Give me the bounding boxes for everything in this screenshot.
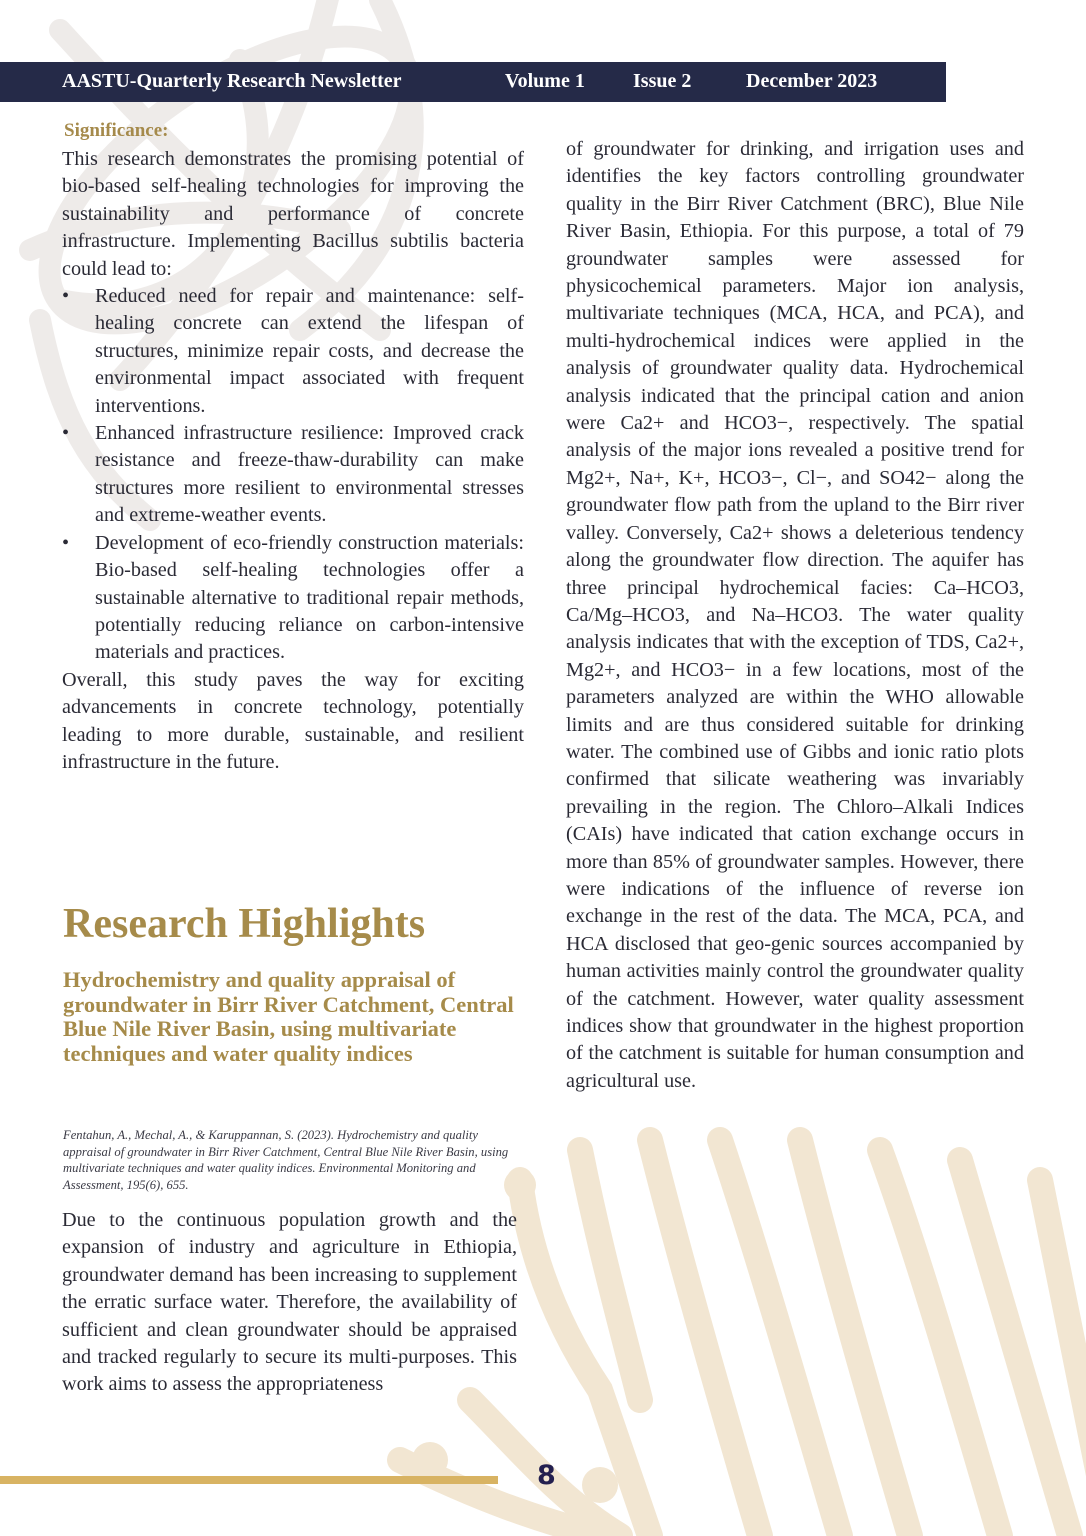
bullet-text: Development of eco-friendly construction materials: Bio-based self-healing technologies offer a sustainable alternative to traditional repair methods, potentially reducing reliance on carbon-intensive materials and practices. [95,531,524,664]
date-label: December 2023 [746,70,878,92]
bullet-item [62,530,524,667]
article-body-left [62,1207,517,1399]
issue-label: Issue 2 [633,70,692,92]
significance-intro: This research demonstrates the promising potential of bio-based self-healing technologies for improving the sustainability and performance of concrete infrastructure. Implementing Bacillus subtilis bacteria could lead to: [62,148,524,280]
bullet-icon: • [62,531,70,554]
volume-label: Volume 1 [505,70,585,92]
bullet-text: Reduced need for repair and maintenance: self-healing concrete can extend the lifespan of structures, minimize repair costs, and decrease the environmental impact associated with frequent interventions. [95,285,524,417]
article-citation: Fentahun, A., Mechal, A., & Karuppannan, S. (2023). Hydrochemistry and quality appraisal of groundwater in Birr River Catchment, Central Blue Nile River Basin, using multivariate techniques and water quality indices. Environmental Monitoring and Assessment, 195(6), 655. [63,1128,509,1192]
significance-heading: Significance: [64,120,169,141]
article-body-left-text: Due to the continuous population growth and the expansion of industry and agriculture in Ethiopia, groundwater demand has been increasing to supplement the erratic surface water. Therefore, the availability of sufficient and clean groundwater should be appraised and tracked regularly to secure its multi-purposes. This work aims to assess the appropriateness [62,1209,517,1396]
bullet-text: Enhanced infrastructure resilience: Improved crack resistance and freeze-thaw-durability can make structures more resilient to environmental stresses and extreme-weather events. [95,422,524,527]
significance-bullet-list [62,283,524,667]
significance-section [62,118,524,776]
article-title: Hydrochemistry and quality appraisal of groundwater in Birr River Catchment, Central Blue Nile River Basin, using multivariate techniques and water quality indices [63,967,514,1066]
newsletter-header-bar [0,62,946,102]
newsletter-title: AASTU-Quarterly Research Newsletter [62,70,402,92]
significance-conclusion: Overall, this study paves the way for exciting advancements in concrete technology, potentially leading to more durable, sustainable, and resilient infrastructure in the future. [62,668,524,773]
page-number: 8 [537,1460,556,1491]
bullet-item [62,420,524,530]
article-body-right [566,136,1024,1095]
research-highlights-heading: Research Highlights [63,901,426,947]
bullet-icon: • [62,422,70,445]
bullet-icon: • [62,285,70,308]
footer-rule [0,1476,498,1484]
bullet-item [62,283,524,420]
article-body-right-text: of groundwater for drinking, and irrigation uses and identifies the key factors controlling groundwater quality in the Birr River Catchment (BRC), Blue Nile River Basin, Ethiopia. For this purpose, a total of 79 groundwater samples were assessed for physicochemical parameters. Major ion analysis, multivariate techniques (MCA, HCA, and PCA), and multi-hydrochemical indices were applied in the analysis of groundwater quality data. Hydrochemical analysis indicated that the principal cation and anion were Ca2+ and HCO3−, respectively. The spatial analysis of the major ions revealed a positive trend for Mg2+, Na+, K+, HCO3−, Cl−, and SO42− along the groundwater flow path from the upland to the Birr river valley. Conversely, Ca2+ shows a deleterious tendency along the groundwater flow direction. The aquifer has three principal hydrochemical facies: Ca–HCO3, Ca/Mg–HCO3, and Na–HCO3. The water quality analysis indicates that with the exception of TDS, Ca2+, Mg2+, and HCO3− in a few locations, most of the parameters analyzed are within the WHO allowable limits and are thus considered suitable for drinking water. The combined use of Gibbs and ionic ratio plots confirmed that silicate weathering was invariably prevailing in the region. The Chloro–Alkali Indices (CAIs) have indicated that cation exchange occurs in more than 85% of groundwater samples. However, there were indications of the influence of reverse ion exchange in the rest of the data. The MCA, PCA, and HCA disclosed that geo-genic sources accompanied by human activities mainly control the groundwater quality of the catchment. However, water quality assessment indices show that groundwater in the highest proportion of the catchment is suitable for human consumption and agricultural use. [566,138,1024,1092]
